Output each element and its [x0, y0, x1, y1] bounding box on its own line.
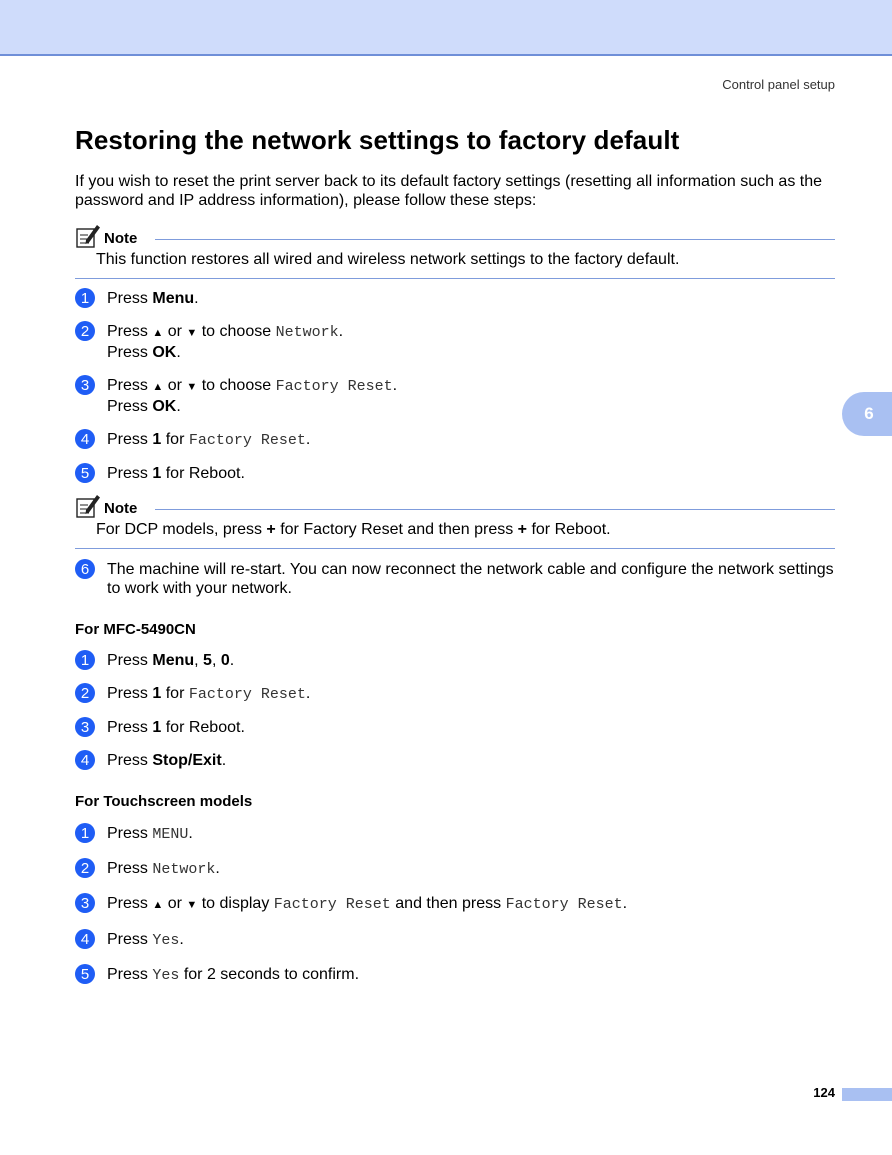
note-text: This function restores all wired and wireless network settings to the factory default.	[96, 251, 680, 268]
mfc-step-4: 4 Press Stop/Exit.	[75, 751, 835, 770]
main-steps	[75, 289, 835, 483]
mfc-steps	[75, 651, 835, 770]
step-number: 4	[75, 929, 95, 949]
note-label: Note	[104, 499, 138, 517]
touchscreen-steps	[75, 824, 835, 985]
touch-step-4: 4 Press Yes.	[75, 930, 835, 950]
step-number: 2	[75, 321, 95, 341]
up-arrow-icon: ▲	[152, 381, 164, 393]
step-number: 1	[75, 650, 95, 670]
down-arrow-icon: ▼	[186, 899, 198, 911]
step-3: 3 Press ▲ or ▼ to choose Factory Reset. Press OK.	[75, 376, 835, 416]
step-number: 2	[75, 683, 95, 703]
step-number: 3	[75, 375, 95, 395]
touch-step-2: 2 Press Network.	[75, 859, 835, 879]
mfc-step-2: 2 Press 1 for Factory Reset.	[75, 684, 835, 704]
section-header: Control panel setup	[722, 77, 835, 92]
touch-step-1: 1 Press MENU.	[75, 824, 835, 844]
step-number: 5	[75, 964, 95, 984]
up-arrow-icon: ▲	[152, 327, 164, 339]
intro-paragraph: If you wish to reset the print server back to its default factory settings (resetting all information such as the password and IP address information), please follow these steps:	[75, 173, 823, 209]
page-title: Restoring the network settings to factory default	[75, 125, 680, 155]
step-number: 4	[75, 750, 95, 770]
step-number: 3	[75, 717, 95, 737]
note-pencil-icon	[75, 493, 101, 519]
step-number: 5	[75, 463, 95, 483]
note-label: Note	[104, 229, 138, 247]
down-arrow-icon: ▼	[186, 327, 198, 339]
mfc-heading: For MFC-5490CN	[75, 621, 196, 638]
chapter-tab: 6	[842, 392, 892, 436]
down-arrow-icon: ▼	[186, 381, 198, 393]
step-6: 6 The machine will re-start. You can now reconnect the network cable and configure the network settings to work with your network.	[75, 560, 835, 598]
mfc-step-3: 3 Press 1 for Reboot.	[75, 718, 835, 737]
step-number: 4	[75, 429, 95, 449]
note-pencil-icon	[75, 223, 101, 249]
note-text: For DCP models, press + for Factory Reset and then press + for Reboot.	[96, 521, 611, 538]
step-5: 5 Press 1 for Reboot.	[75, 464, 835, 483]
step-number: 1	[75, 288, 95, 308]
note-rule	[155, 239, 835, 240]
mfc-step-1: 1 Press Menu, 5, 0.	[75, 651, 835, 670]
note-header	[75, 493, 835, 519]
page-tab	[842, 1088, 892, 1101]
step-4: 4 Press 1 for Factory Reset.	[75, 430, 835, 450]
page-content	[75, 125, 835, 985]
up-arrow-icon: ▲	[152, 899, 164, 911]
step-1: 1 Press Menu.	[75, 289, 835, 308]
top-band	[0, 0, 892, 56]
note-box	[75, 223, 835, 279]
step-number: 2	[75, 858, 95, 878]
touch-step-5: 5 Press Yes for 2 seconds to confirm.	[75, 965, 835, 985]
step-2: 2 Press ▲ or ▼ to choose Network. Press OK.	[75, 322, 835, 362]
step-number: 6	[75, 559, 95, 579]
note-box-dcp	[75, 493, 835, 549]
touch-step-3: 3 Press ▲ or ▼ to display Factory Reset and then press Factory Reset.	[75, 894, 835, 915]
main-steps-continued	[75, 560, 835, 598]
step-number: 1	[75, 823, 95, 843]
note-header	[75, 223, 835, 249]
touchscreen-heading: For Touchscreen models	[75, 793, 253, 810]
note-rule	[155, 509, 835, 510]
page-number: 124	[813, 1085, 835, 1100]
step-number: 3	[75, 893, 95, 913]
